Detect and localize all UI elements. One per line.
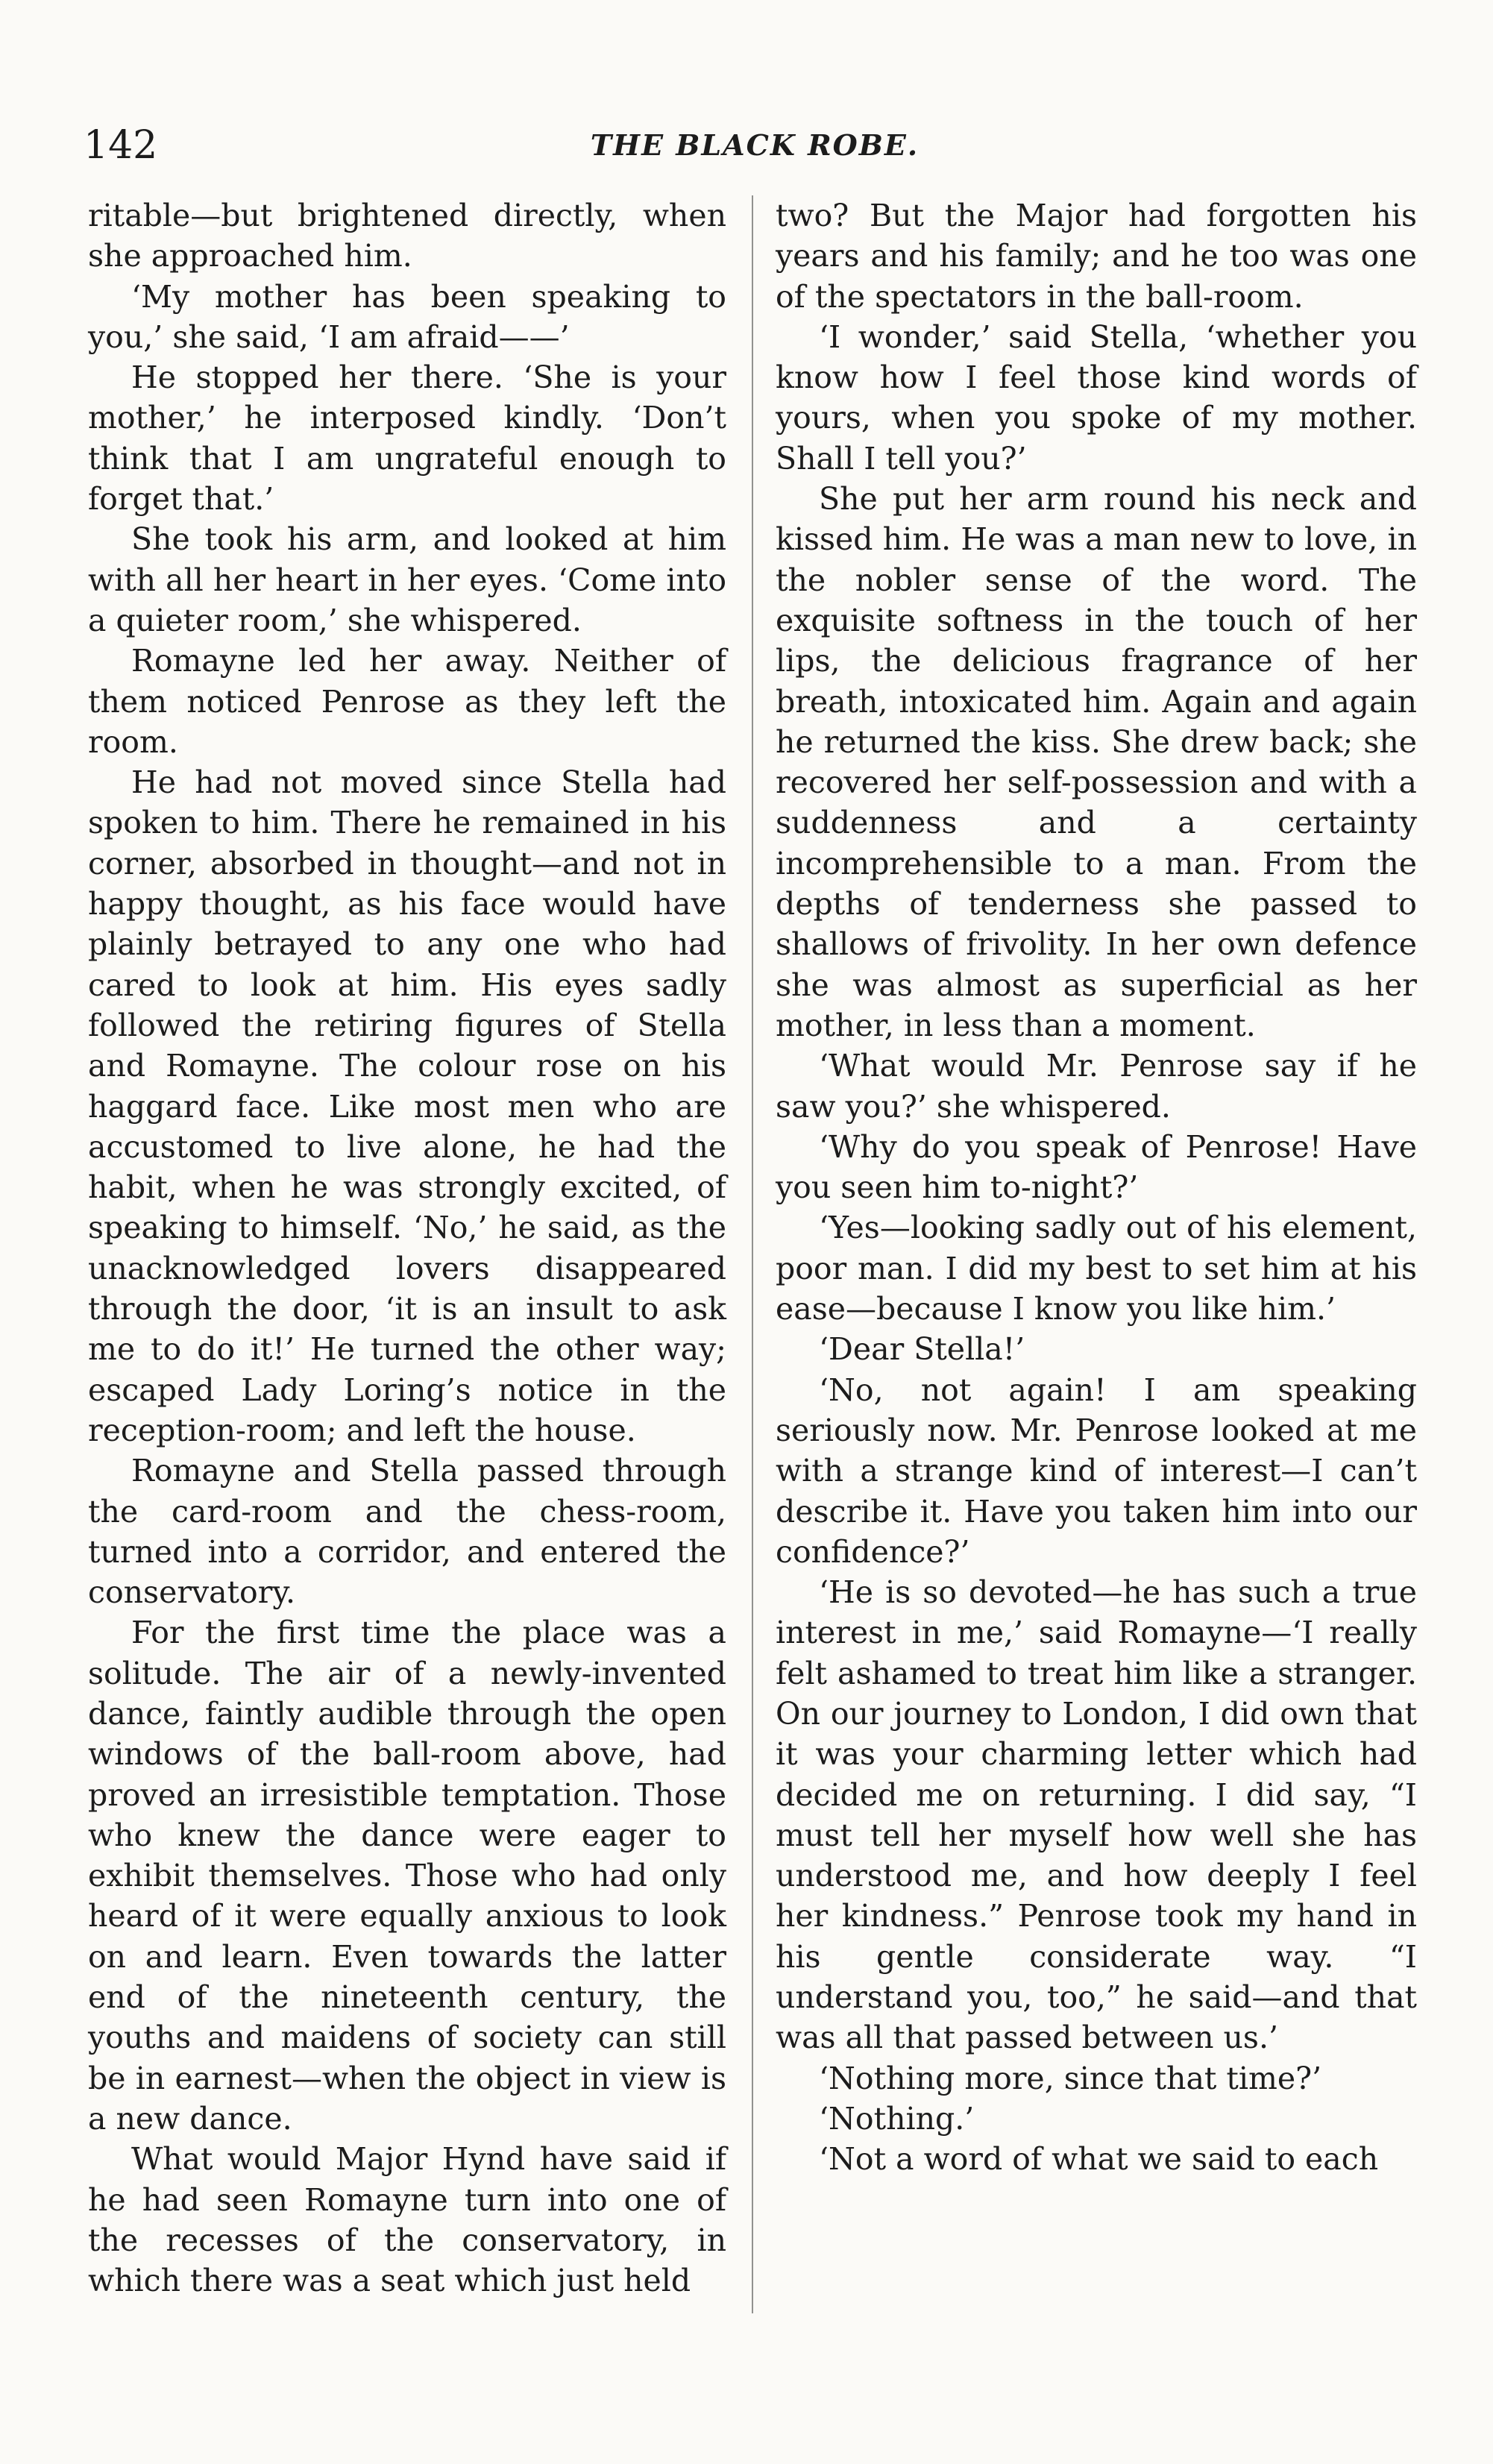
- paragraph: ‘Nothing.’: [819, 2100, 975, 2137]
- column-divider: [752, 195, 753, 2313]
- paragraph: Romayne led her away. Neither of them noticed Penrose as they left the room.: [88, 643, 726, 760]
- right-column: [776, 195, 1417, 2180]
- paragraph: ‘What would Mr. Penrose say if he saw you?’ she whispered.: [776, 1048, 1417, 1125]
- paragraph: She put her arm round his neck and kissed him. He was a man new to love, in the nobler sense of the word. The exquisite softness in the touch of her lips, the delicious fragrance of her breath, intoxicated him. Again and again he returned the kiss. She drew back; she recovered her self-possession and with a suddenness and a certainty incomprehensible to a man. From the depths of tenderness she passed to shallows of frivolity. In her own defence she was almost as superficial as her mother, in less than a moment.: [776, 481, 1417, 1043]
- page-header: [84, 119, 1426, 172]
- paragraph: He had not moved since Stella had spoken to him. There he remained in his corner, absorbed in thought—and not in happy thought, as his face would have plainly betrayed to any one who had cared to look at him. His eyes sadly followed the retiring figures of Stella and Romayne. The colour rose on his haggard face. Like most men who are accustomed to live alone, he had the habit, when he was strongly excited, of speaking to himself. ‘No,’ he said, as the unacknowledged lovers disappeared through the door, ‘it is an insult to ask me to do it!’ He turned the other way; escaped Lady Loring’s notice in the reception-room; and left the house.: [88, 764, 726, 1448]
- paragraph: He stopped her there. ‘She is your mother,’ he interposed kindly. ‘Don’t think that I am ungrateful enough to forget that.’: [88, 359, 726, 518]
- paragraph: ‘Nothing more, since that time?’: [819, 2060, 1322, 2096]
- paragraph: For the first time the place was a solitude. The air of a newly-invented dance, faintly audible through the open windows of the ball-room above, had proved an irresistible temptation. Those who knew the dance were eager to exhibit themselves. Those who had only heard of it were equally anxious to look on and learn. Even towards the latter end of the nineteenth century, the youths and maidens of society can still be in earnest—when the object in view is a new dance.: [88, 1615, 726, 2137]
- running-title: THE BLACK ROBE.: [590, 128, 920, 162]
- paragraph: ‘No, not again! I am speaking seriously now. Mr. Penrose looked at me with a strange kind of interest—I can’t describe it. Have you taken him into our confidence?’: [776, 1371, 1417, 1570]
- left-column: [88, 195, 726, 2301]
- paragraph: ‘Not a word of what we said to each: [819, 2141, 1379, 2178]
- paragraph: ‘Dear Stella!’: [819, 1331, 1025, 1368]
- paragraph: ‘He is so devoted—he has such a true interest in me,’ said Romayne—‘I really felt ashamed to treat him like a stranger. On our journey to London, I did own that it was your charming letter which had decided me on returning. I did say, “I must tell her myself how well she has understood me, and how deeply I feel her kindness.” Penrose took my hand in his gentle considerate way. “I understand you, too,” he said—and that was all that passed between us.’: [776, 1574, 1417, 2056]
- paragraph: ‘I wonder,’ said Stella, ‘whether you know how I feel those kind words of yours, when you spoke of my mother. Shall I tell you?’: [776, 318, 1417, 477]
- paragraph: Romayne and Stella passed through the card-room and the chess-room, turned into a corridor, and entered the conservatory.: [88, 1453, 726, 1611]
- paragraph: ‘My mother has been speaking to you,’ she said, ‘I am afraid——’: [88, 278, 726, 355]
- paragraph: ‘Yes—looking sadly out of his element, poor man. I did my best to set him at his ease—because I know you like him.’: [776, 1210, 1417, 1327]
- paragraph: ‘Why do you speak of Penrose! Have you seen him to-night?’: [776, 1128, 1417, 1206]
- paragraph: What would Major Hynd have said if he had seen Romayne turn into one of the recesses of the conservatory, in which there was a seat which just held: [88, 2141, 726, 2299]
- paragraph: ritable—but brightened directly, when she approached him.: [88, 198, 726, 274]
- paragraph: She took his arm, and looked at him with all her heart in her eyes. ‘Come into a quieter room,’ she whispered.: [88, 521, 726, 638]
- paragraph: two? But the Major had forgotten his years and his family; and he too was one of the spectators in the ball-room.: [776, 198, 1417, 315]
- page-number: 142: [84, 123, 158, 168]
